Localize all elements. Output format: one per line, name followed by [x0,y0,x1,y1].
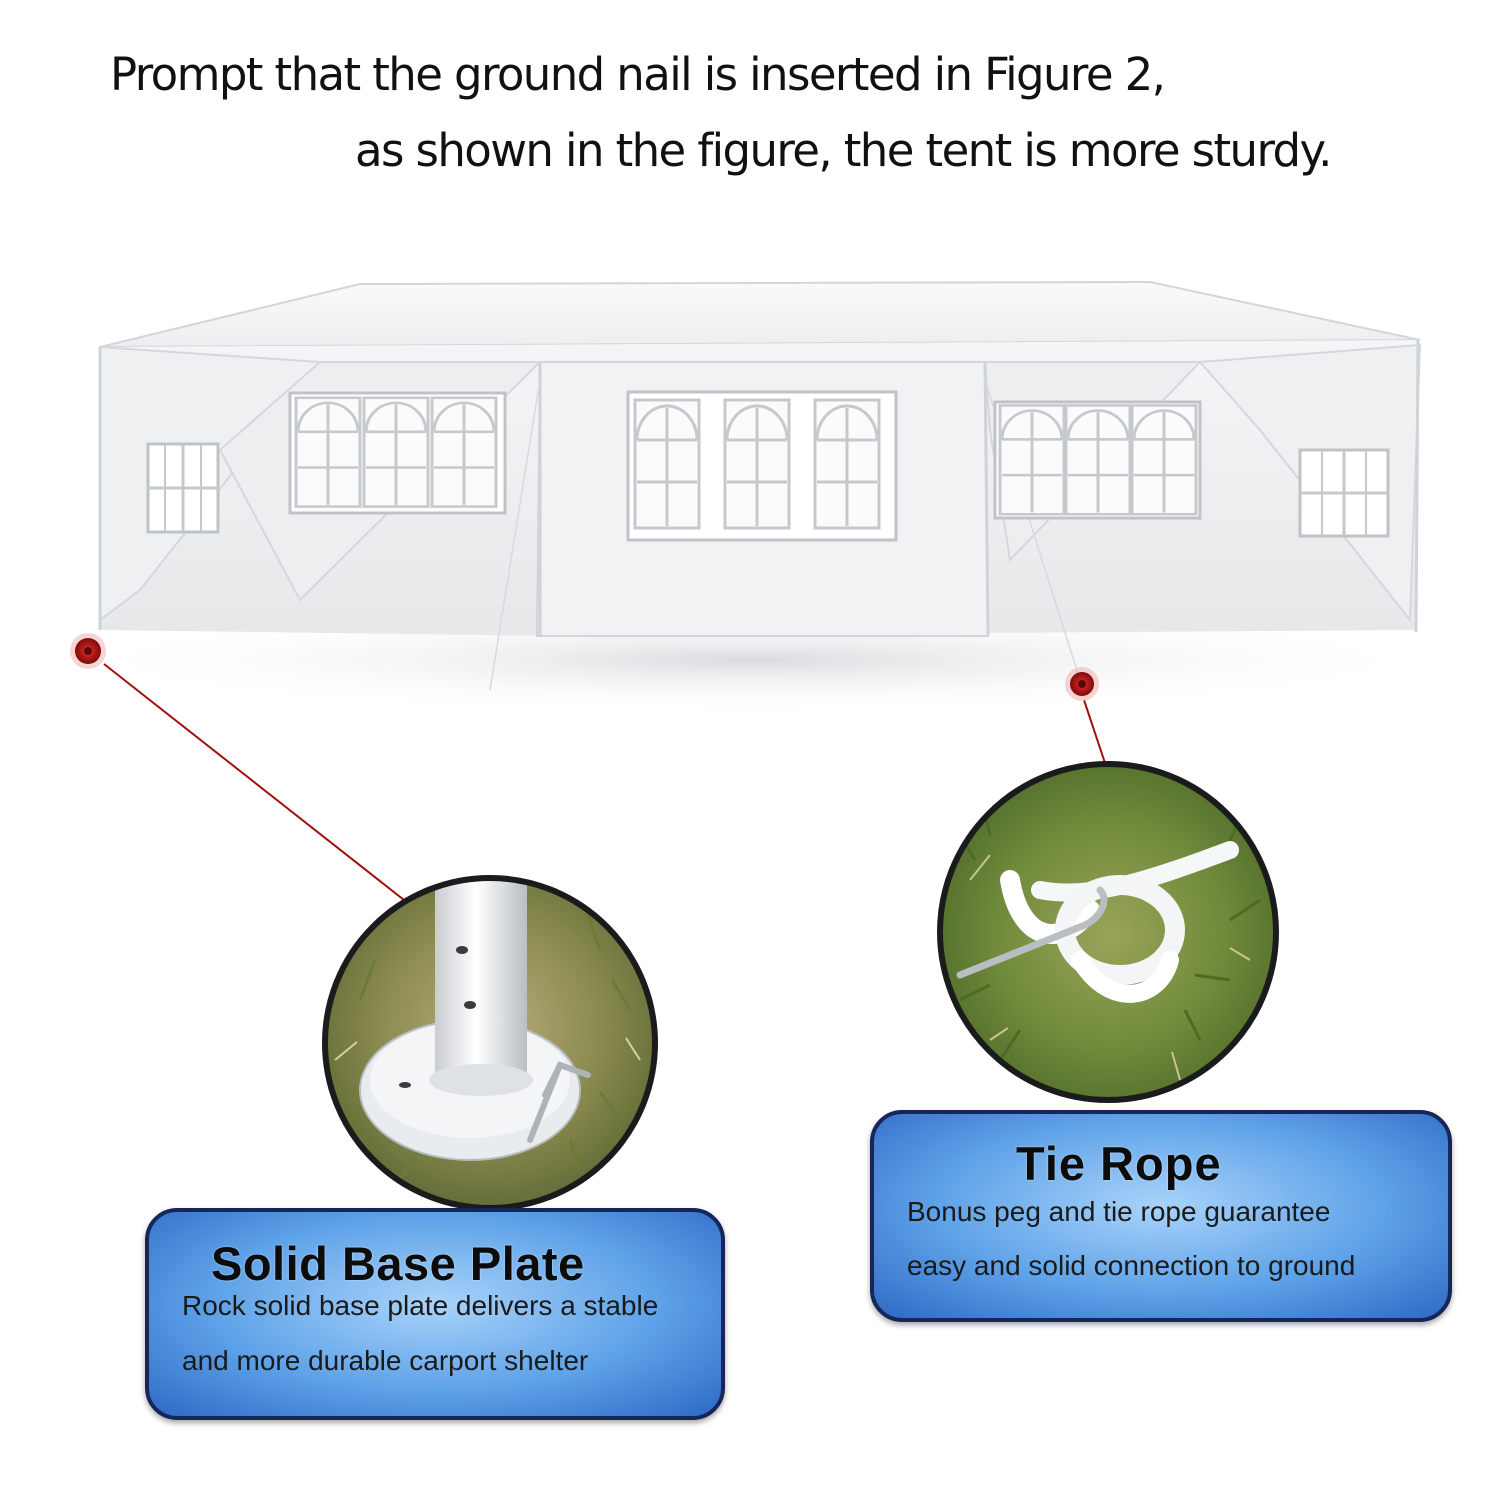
location-marker-icon [70,633,106,669]
base-plate-description-line-2: and more durable carport shelter [182,1345,589,1376]
tie-rope-callout [870,1110,1452,1322]
tent-window-right [995,402,1200,518]
headline-line-1: Prompt that the ground nail is inserted in Figure 2, [110,48,1165,101]
tie-rope-description-line-2: easy and solid connection to ground [907,1250,1356,1281]
tie-rope-title: Tie Rope [1016,1137,1222,1190]
base-plate-description-line-1: Rock solid base plate delivers a stable [182,1290,659,1321]
base-plate-photo [320,870,660,1215]
location-marker-icon [1065,667,1099,701]
base-plate-title: Solid Base Plate [211,1237,585,1290]
headline-line-2: as shown in the figure, the tent is more sturdy. [355,124,1331,177]
tent-window-far-left [148,444,218,532]
base-plate-callout [145,1208,725,1420]
tent-roof [100,282,1420,347]
tie-rope-photo [935,760,1285,1110]
tent-window-left [290,393,505,513]
tent-window-far-right [1300,450,1388,536]
tent-window-center [628,392,896,540]
tent-seam [1416,340,1418,632]
tie-rope-description-line-1: Bonus peg and tie rope guarantee [907,1196,1331,1227]
